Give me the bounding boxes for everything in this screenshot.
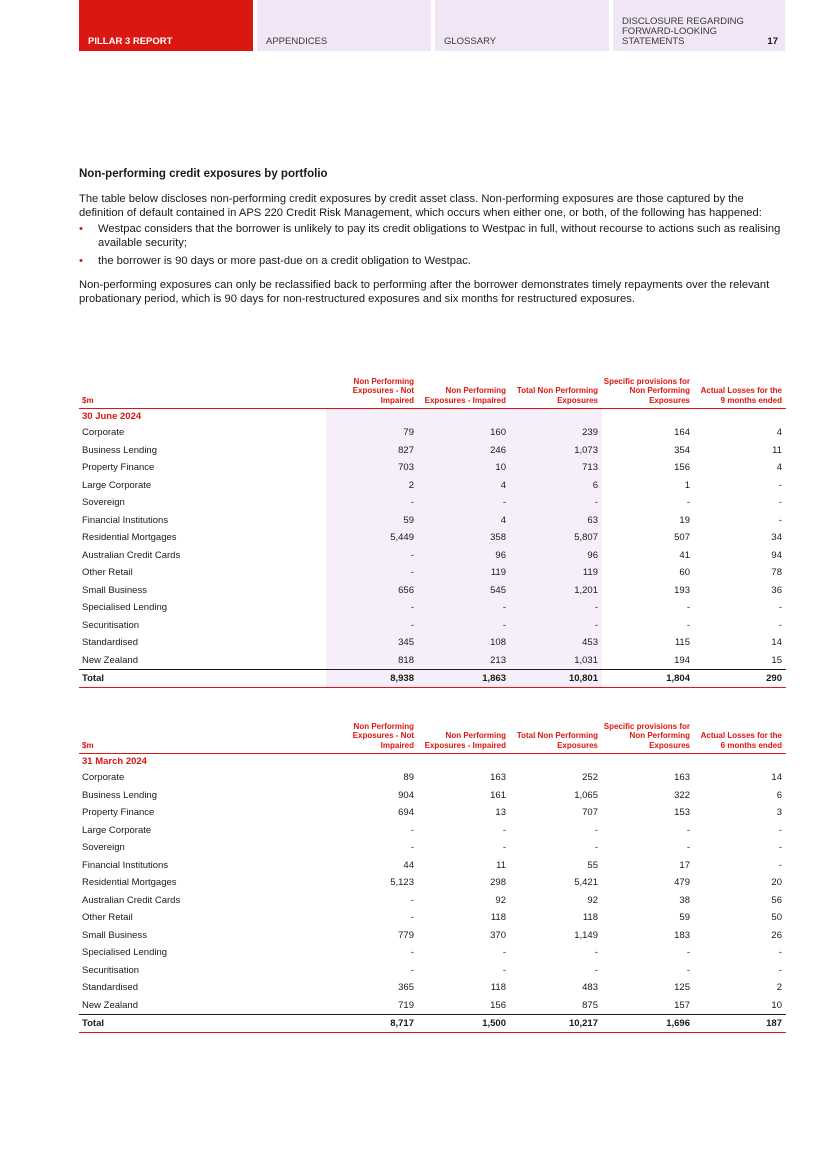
value-cell: - [594,842,598,854]
tab-label: GLOSSARY [444,36,497,47]
period-label: 30 June 2024 [82,410,142,422]
table-row [79,529,786,547]
value-cell: 370 [490,929,506,941]
row-label: Other Retail [82,567,133,579]
outro-paragraph: Non-performing exposures can only be reclassified back to performing after the borrower demonstrates timely repayments over the relevant probationary period, which is 90 days for non-restructured exposures and six months for restructured exposures. [79,278,770,305]
row-label: Securitisation [82,619,140,631]
value-cell: 358 [418,529,510,547]
empty-cell [694,408,786,424]
row-label: Large Corporate [82,479,152,491]
value-cell: 11 [496,859,506,871]
value-cell: 59 [326,512,418,530]
table-june-2024 [79,372,786,688]
table-row [79,442,786,460]
table-row [79,822,786,840]
value-cell: 4 [776,462,782,474]
column-header: Specific provisions for Non Performing Exposures [602,372,694,408]
value-cell: 6 [776,789,782,801]
value-cell: - [502,947,506,959]
value-cell: 298 [490,877,506,889]
value-cell: 41 [679,549,690,561]
value-cell: 118 [490,912,506,924]
row-label: Business Lending [82,444,157,456]
value-cell: 50 [771,912,782,924]
value-cell: 719 [398,999,414,1011]
value-cell: 60 [679,567,690,579]
row-label: Standardised [82,982,138,994]
bullet-icon: • [79,255,83,268]
row-label: Other Retail [82,912,133,924]
row-label: New Zealand [82,654,138,666]
value-cell: 118 [490,982,506,994]
table-header-row [79,372,786,408]
value-cell: 96 [510,547,602,565]
value-cell: 38 [679,894,690,906]
value-cell: 163 [490,772,506,784]
table-row [79,927,786,945]
value-cell: 92 [495,894,506,906]
total-label: Total [79,1014,326,1032]
table-row [79,424,786,442]
value-cell: - [410,824,414,836]
table-row [79,652,786,670]
value-cell: 483 [582,982,598,994]
value-cell: 345 [326,634,418,652]
value-cell: - [410,912,414,924]
value-cell: 44 [403,859,414,871]
value-cell: 59 [679,912,690,924]
total-cell: 1,696 [602,1014,694,1032]
value-cell: 1,031 [510,652,602,670]
value-cell: 703 [326,459,418,477]
total-row [79,1014,786,1032]
value-cell: 183 [674,929,690,941]
table-row [79,839,786,857]
value-cell: 827 [326,442,418,460]
table-row [79,459,786,477]
value-cell: - [410,894,414,906]
row-label: Standardised [82,637,138,649]
value-cell: 153 [674,807,690,819]
value-cell: 15 [771,654,782,666]
value-cell: - [778,619,782,631]
row-label: Property Finance [82,807,155,819]
column-header: Non Performing Exposures - Impaired [418,372,510,408]
total-cell: 1,804 [602,669,694,687]
total-cell: 290 [694,669,786,687]
total-cell: 1,500 [418,1014,510,1032]
value-cell: 779 [398,929,414,941]
value-cell: - [410,947,414,959]
value-cell: 56 [771,894,782,906]
value-cell: 26 [771,929,782,941]
value-cell: - [686,842,690,854]
value-cell: - [510,617,602,635]
value-cell: - [686,824,690,836]
bullet-icon: • [79,223,83,236]
table-row [79,769,786,787]
value-cell: 194 [674,654,690,666]
value-cell: 5,123 [390,877,414,889]
row-label: New Zealand [82,999,138,1011]
row-label: Sovereign [82,842,125,854]
value-cell: - [502,842,506,854]
table-row [79,477,786,495]
row-label: Property Finance [82,462,155,474]
value-cell: 365 [398,982,414,994]
value-cell: 34 [771,532,782,544]
value-cell: 10 [418,459,510,477]
row-label: Corporate [82,427,125,439]
table-row [79,804,786,822]
value-cell: 14 [771,637,782,649]
value-cell: 656 [326,582,418,600]
column-header: Non Performing Exposures - Not Impaired [326,717,418,753]
value-cell: - [410,842,414,854]
value-cell: 115 [674,637,690,649]
value-cell: 118 [582,912,598,924]
value-cell: - [418,494,510,512]
value-cell: 119 [510,564,602,582]
value-cell: 713 [510,459,602,477]
value-cell: - [778,602,782,614]
table-row [79,494,786,512]
empty-cell [602,753,694,769]
value-cell: 160 [418,424,510,442]
value-cell: 545 [418,582,510,600]
value-cell: 322 [674,789,690,801]
table-row [79,634,786,652]
value-cell: 119 [418,564,510,582]
value-cell: - [510,494,602,512]
value-cell: 14 [771,772,782,784]
row-label: Corporate [82,772,125,784]
table-row [79,944,786,962]
value-cell: 4 [418,477,510,495]
value-cell: 156 [490,999,506,1011]
table-row [79,564,786,582]
value-cell: - [686,602,690,614]
value-cell: 19 [679,514,690,526]
column-header: Non Performing Exposures - Impaired [418,717,510,753]
tab-glossary[interactable] [435,0,609,51]
value-cell: 4 [418,512,510,530]
value-cell: 875 [582,999,598,1011]
value-cell: 5,807 [510,529,602,547]
column-header: Actual Losses for the 6 months ended [694,717,786,753]
row-label: Australian Credit Cards [82,549,181,561]
value-cell: 5,421 [574,877,598,889]
total-cell: 8,938 [326,669,418,687]
row-label: Large Corporate [82,824,152,836]
table-row [79,857,786,875]
value-cell: 4 [776,427,782,439]
value-cell: 79 [326,424,418,442]
empty-cell [326,408,418,424]
row-label: Specialised Lending [82,947,168,959]
value-cell: 246 [418,442,510,460]
value-cell: - [326,617,418,635]
period-row [79,753,786,769]
value-cell: - [510,599,602,617]
value-cell: - [418,617,510,635]
empty-cell [510,753,602,769]
total-cell: 10,801 [510,669,602,687]
row-label: Business Lending [82,789,157,801]
table-row [79,599,786,617]
row-label: Small Business [82,584,147,596]
value-cell: 453 [510,634,602,652]
value-cell: 89 [403,772,414,784]
tab-pillar-3-report[interactable] [79,0,253,51]
value-cell: - [778,514,782,526]
value-cell: - [326,547,418,565]
value-cell: 125 [674,982,690,994]
row-label: Sovereign [82,497,125,509]
table-row [79,909,786,927]
total-row [79,669,786,687]
value-cell: 818 [326,652,418,670]
value-cell: 108 [418,634,510,652]
row-label: Australian Credit Cards [82,894,181,906]
value-cell: 161 [490,789,506,801]
empty-cell [602,408,694,424]
value-cell: - [778,859,782,871]
empty-cell [510,408,602,424]
value-cell: 507 [674,532,690,544]
column-header: Total Non Performing Exposures [510,372,602,408]
value-cell: 94 [771,549,782,561]
tab-label: DISCLOSURE REGARDING FORWARD-LOOKING STATEMENTS [622,16,744,47]
value-cell: 3 [776,807,782,819]
value-cell: 36 [771,584,782,596]
column-header: $m [79,717,326,753]
value-cell: 96 [418,547,510,565]
table-header-row [79,717,786,753]
row-label: Financial Institutions [82,514,169,526]
table-row [79,962,786,980]
value-cell: 11 [772,444,782,456]
row-label: Small Business [82,929,147,941]
tab-disclosure[interactable] [613,0,785,51]
empty-cell [418,753,510,769]
value-cell: - [778,842,782,854]
table-march-2024 [79,717,786,1033]
tab-label: PILLAR 3 REPORT [88,36,173,47]
value-cell: 193 [674,584,690,596]
intro-paragraph: The table below discloses non-performing credit exposures by credit asset class. Non-performing exposures are those captured by the definition of default contained in APS 220 Credit Risk Management, which occurs when either one, or both, of the following has happened: [79,193,762,219]
period-label: 31 March 2024 [82,755,147,767]
value-cell: 354 [674,444,690,456]
value-cell: - [326,564,418,582]
table-row [79,582,786,600]
value-cell: - [778,824,782,836]
criteria-list [79,223,786,269]
value-cell: 6 [510,477,602,495]
value-cell: 55 [587,859,598,871]
row-label: Securitisation [82,964,140,976]
table-row [79,979,786,997]
table-row [79,892,786,910]
value-cell: 213 [418,652,510,670]
table-row [79,512,786,530]
row-label: Financial Institutions [82,859,169,871]
value-cell: 239 [510,424,602,442]
value-cell: 2 [776,982,782,994]
empty-cell [326,753,418,769]
total-cell: 1,863 [418,669,510,687]
column-header: Non Performing Exposures - Not Impaired [326,372,418,408]
tab-label: APPENDICES [266,36,328,47]
value-cell: 1,073 [510,442,602,460]
total-cell: 8,717 [326,1014,418,1032]
value-cell: 904 [398,789,414,801]
list-item: • Westpac considers that the borrower is unlikely to pay its credit obligations to Westpac in full, without recourse to actions such as realising available security; [79,223,781,249]
value-cell: 10 [771,999,782,1011]
row-label: Residential Mortgages [82,877,177,889]
page-number: 17 [767,36,778,47]
value-cell: 92 [587,894,598,906]
value-cell: - [326,599,418,617]
value-cell: - [418,599,510,617]
row-label: Residential Mortgages [82,532,177,544]
value-cell: 156 [674,462,690,474]
value-cell: 1 [684,479,690,491]
table-row [79,787,786,805]
value-cell: - [594,964,598,976]
value-cell: 163 [674,772,690,784]
period-row [79,408,786,424]
row-label: Specialised Lending [82,602,168,614]
list-item: • the borrower is 90 days or more past-due on a credit obligation to Westpac. [79,255,471,268]
value-cell: - [686,964,690,976]
value-cell: - [778,964,782,976]
column-header: Specific provisions for Non Performing Exposures [602,717,694,753]
value-cell: - [326,494,418,512]
value-cell: 5,449 [326,529,418,547]
empty-cell [418,408,510,424]
total-cell: 187 [694,1014,786,1032]
empty-cell [694,753,786,769]
value-cell: - [502,964,506,976]
value-cell: - [778,497,782,509]
value-cell: 78 [771,567,782,579]
value-cell: 694 [398,807,414,819]
value-cell: 17 [679,859,690,871]
value-cell: 479 [674,877,690,889]
value-cell: 164 [674,427,690,439]
value-cell: 20 [771,877,782,889]
value-cell: - [686,619,690,631]
value-cell: 63 [510,512,602,530]
value-cell: - [778,479,782,491]
table-row [79,874,786,892]
value-cell: 2 [326,477,418,495]
top-navigation [79,0,786,51]
column-header: Actual Losses for the 9 months ended [694,372,786,408]
value-cell: - [594,947,598,959]
value-cell: - [686,497,690,509]
value-cell: 707 [582,807,598,819]
total-cell: 10,217 [510,1014,602,1032]
table-row [79,547,786,565]
value-cell: - [594,824,598,836]
value-cell: 252 [582,772,598,784]
column-header: Total Non Performing Exposures [510,717,602,753]
value-cell: - [502,824,506,836]
value-cell: - [778,947,782,959]
value-cell: 1,065 [574,789,598,801]
table-row [79,617,786,635]
value-cell: 13 [495,807,506,819]
section-content [79,168,786,309]
value-cell: 157 [674,999,690,1011]
value-cell: - [686,947,690,959]
table-row [79,997,786,1015]
value-cell: 1,149 [574,929,598,941]
total-label: Total [79,669,326,687]
tab-appendices[interactable] [257,0,431,51]
value-cell: 1,201 [510,582,602,600]
column-header: $m [79,372,326,408]
section-title: Non-performing credit exposures by portfolio [79,168,328,180]
value-cell: - [410,964,414,976]
